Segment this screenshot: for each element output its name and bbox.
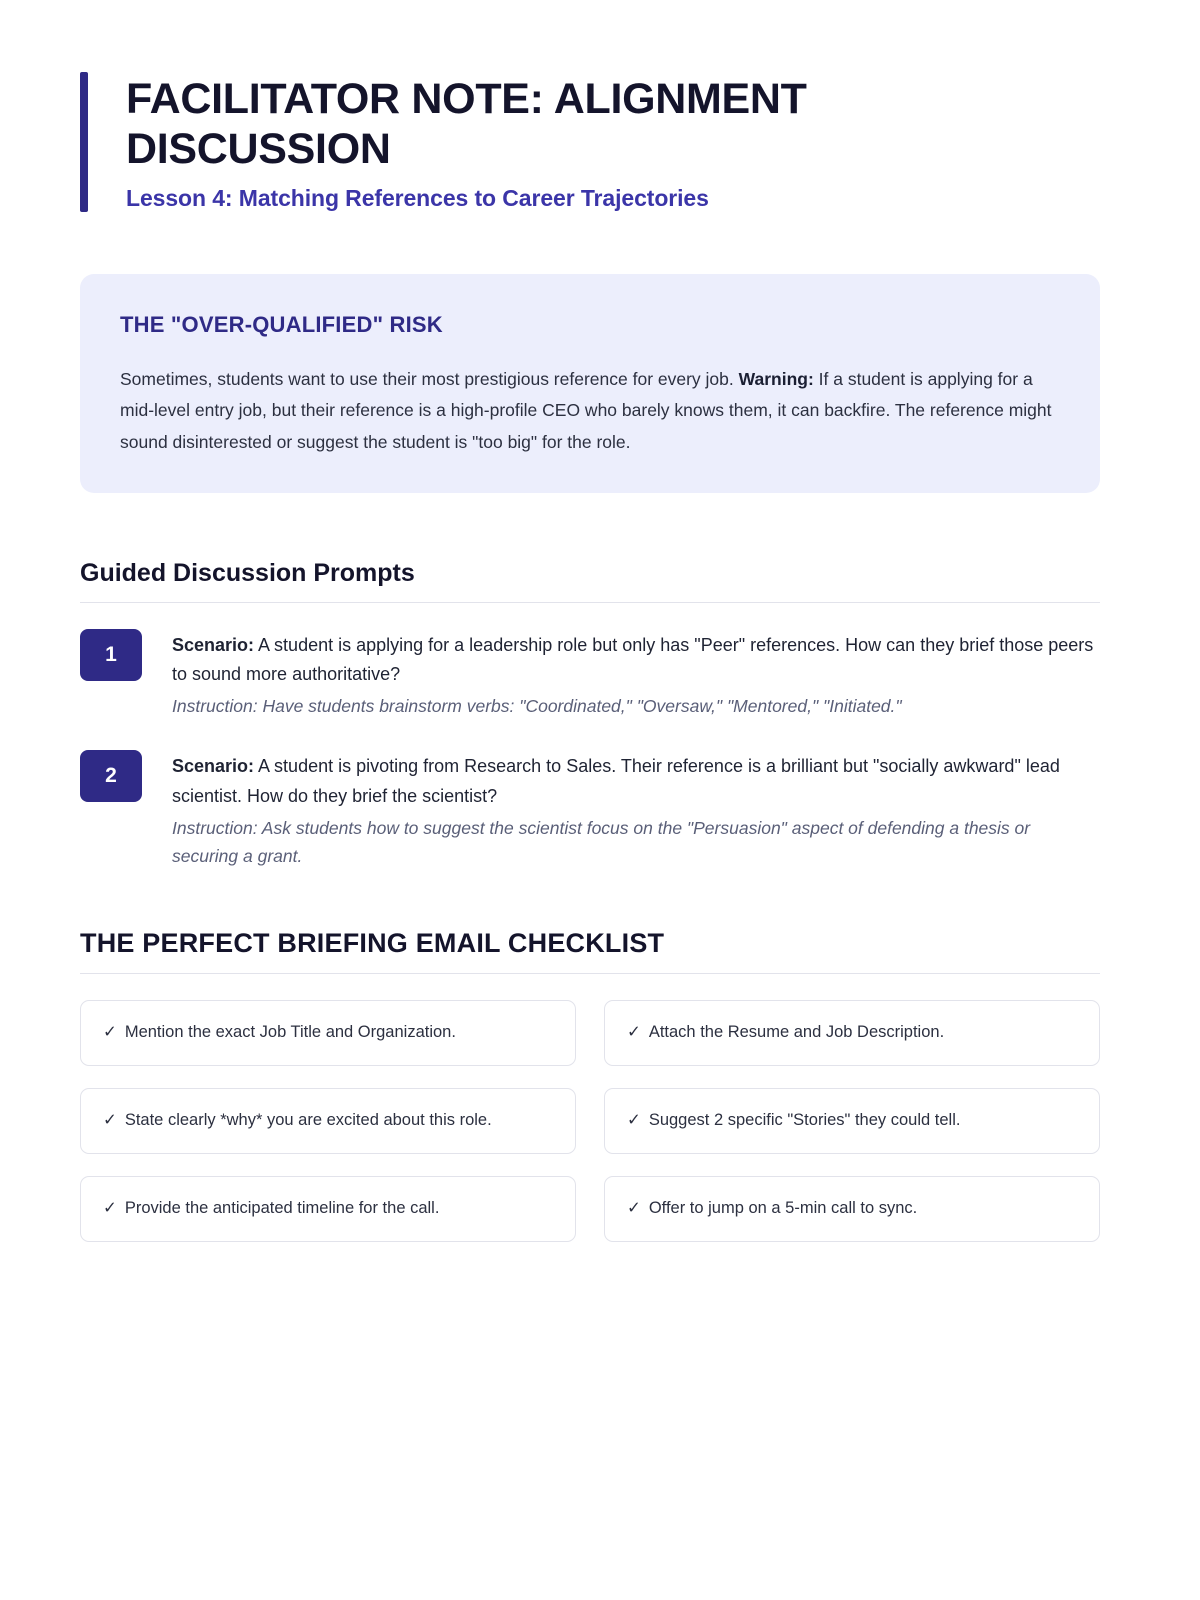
document-header	[80, 72, 1100, 212]
header-text-group	[126, 72, 1006, 212]
prompt-scenario	[172, 631, 1100, 689]
check-icon: ✓	[627, 1198, 641, 1217]
list-item	[80, 1176, 576, 1242]
over-qualified-risk-callout	[80, 274, 1100, 494]
prompt-scenario-label: Scenario:	[172, 756, 255, 777]
prompt-number-badge: 1	[80, 629, 142, 681]
page-subtitle: Lesson 4: Matching References to Career Trajectories	[126, 184, 709, 211]
checklist-item-label: Attach the Resume and Job Description.	[648, 1022, 945, 1041]
section-divider	[80, 973, 1100, 974]
prompt-body	[172, 750, 1100, 869]
prompt-instruction: Instruction: Have students brainstorm verbs: "Coordinated," "Oversaw," "Mentored," "Initiated."	[172, 696, 902, 717]
prompt-scenario-text: A student is pivoting from Research to Sales. Their reference is a brilliant but "socially awkward" lead scientist. How do they brief the scientist?	[172, 756, 1060, 806]
section-divider	[80, 602, 1100, 603]
checklist-item-label: Offer to jump on a 5-min call to sync.	[648, 1198, 918, 1217]
callout-body-part1: Sometimes, students want to use their most prestigious reference for every job.	[120, 368, 739, 389]
check-icon: ✓	[103, 1110, 117, 1129]
checklist-item-label: Mention the exact Job Title and Organization.	[124, 1022, 456, 1041]
prompt-instruction: Instruction: Ask students how to suggest the scientist focus on the "Persuasion" aspect of defending a thesis or securing a grant.	[172, 817, 1031, 866]
check-icon: ✓	[627, 1110, 641, 1129]
list-item	[80, 1000, 576, 1066]
check-icon: ✓	[627, 1022, 641, 1041]
check-icon: ✓	[103, 1022, 117, 1041]
list-item	[604, 1088, 1100, 1154]
prompt-list	[80, 629, 1100, 870]
prompt-body	[172, 629, 1100, 720]
checklist-item-label: Provide the anticipated timeline for the call.	[124, 1198, 440, 1217]
briefing-email-checklist-section	[80, 928, 1100, 1242]
prompt-scenario	[172, 752, 1100, 810]
prompt-scenario-label: Scenario:	[172, 635, 255, 656]
checklist-grid	[80, 1000, 1100, 1242]
check-icon: ✓	[103, 1198, 117, 1217]
list-item	[80, 750, 1100, 869]
callout-warning-label: Warning:	[738, 368, 814, 389]
prompt-scenario-text: A student is applying for a leadership role but only has "Peer" references. How can they brief those peers to sound more authoritative?	[172, 635, 1094, 685]
callout-body-part2: If a student is applying for a mid-level entry job, but their reference is a high-profile CEO who barely knows them, it can backfire. The reference might sound disinterested or suggest the student is "too big" for the role.	[120, 368, 1052, 453]
guided-discussion-heading: Guided Discussion Prompts	[80, 559, 415, 588]
prompt-number-badge: 2	[80, 750, 142, 802]
checklist-item-label: State clearly *why* you are excited about this role.	[124, 1110, 492, 1129]
callout-title: THE "OVER-QUALIFIED" RISK	[120, 311, 443, 337]
header-accent-bar	[80, 72, 88, 212]
list-item	[604, 1000, 1100, 1066]
guided-discussion-section	[80, 559, 1100, 870]
checklist-item-label: Suggest 2 specific "Stories" they could tell.	[648, 1110, 961, 1129]
list-item	[80, 629, 1100, 720]
callout-body	[120, 364, 1060, 460]
list-item	[604, 1176, 1100, 1242]
list-item	[80, 1088, 576, 1154]
checklist-heading: THE PERFECT BRIEFING EMAIL CHECKLIST	[80, 927, 665, 958]
page-title: FACILITATOR NOTE: ALIGNMENT DISCUSSION	[126, 75, 807, 174]
